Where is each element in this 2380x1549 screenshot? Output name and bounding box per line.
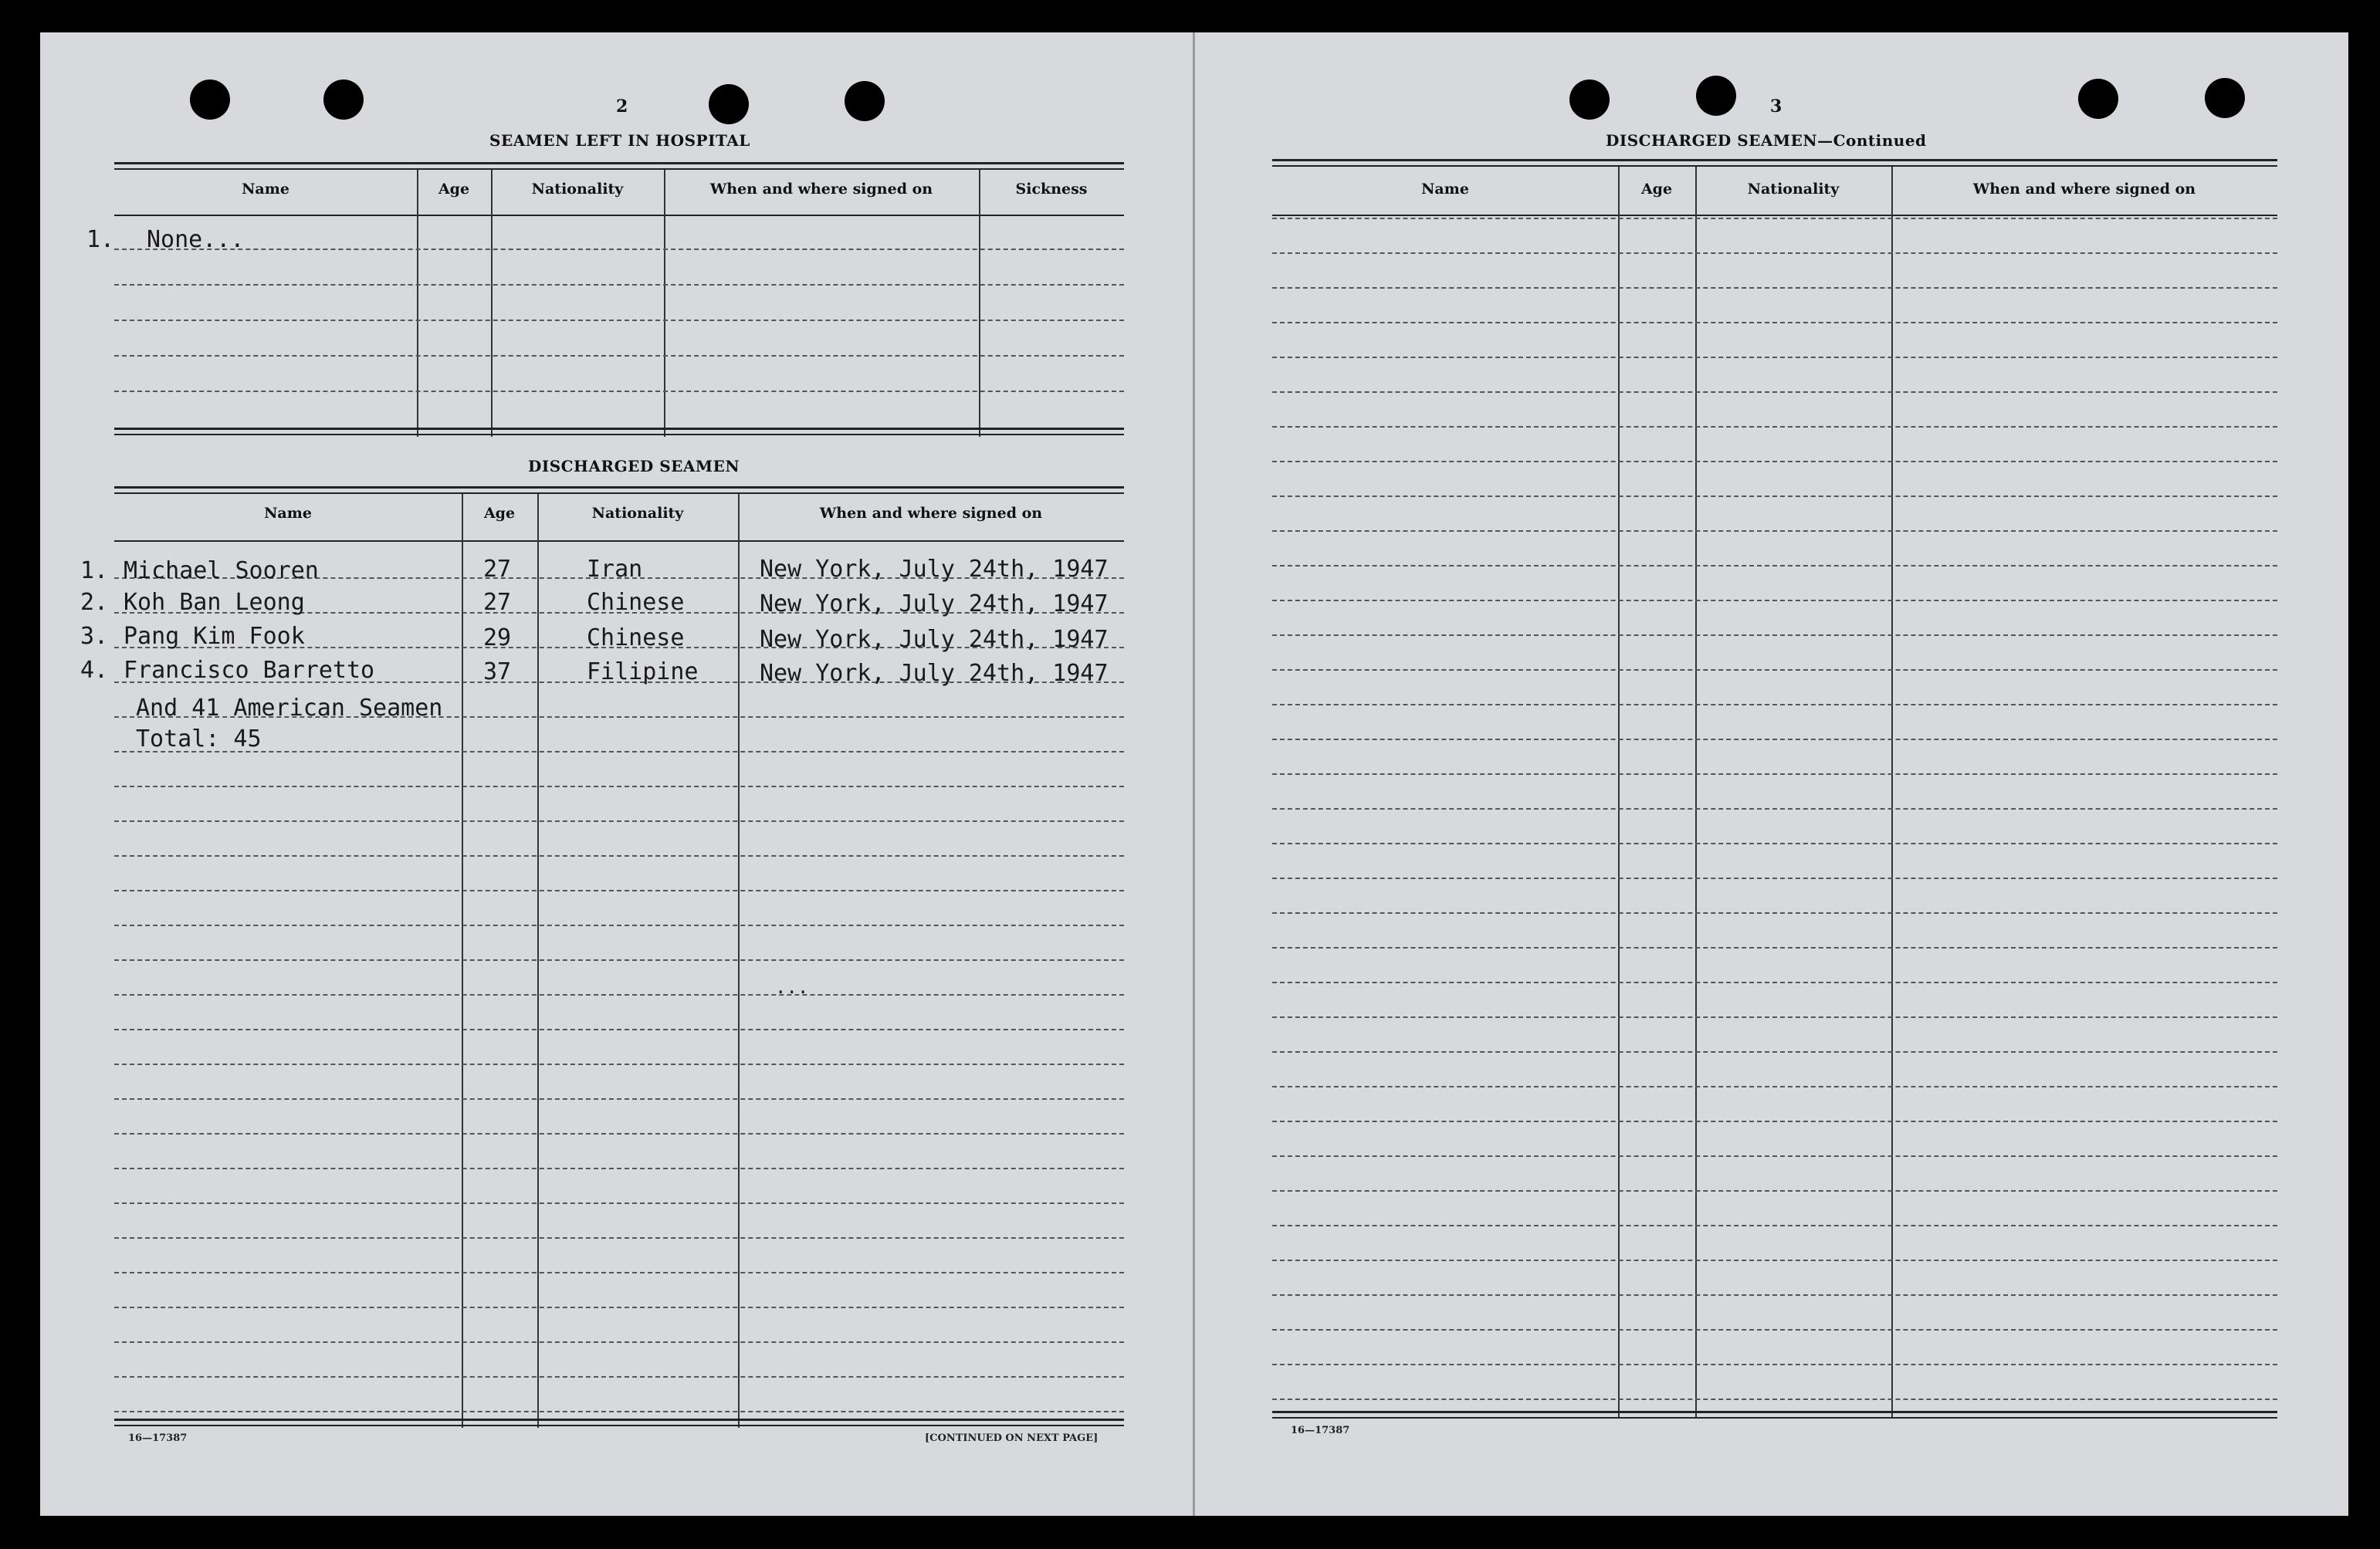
seaman-age: 27 (483, 589, 512, 616)
ruled-line (114, 1133, 1124, 1135)
seaman-age: 29 (483, 624, 512, 651)
ruled-line (114, 1237, 1124, 1239)
form-code: 16—17387 (1291, 1425, 1350, 1436)
ruled-line (1272, 1155, 2277, 1157)
discharged-continued-table (1272, 159, 2277, 1419)
hospital-entry-name: None... (147, 226, 245, 253)
column-header-sickness: Sickness (1015, 181, 1088, 198)
seaman-nationality: Filipine (587, 658, 699, 685)
ruled-line (1272, 287, 2277, 289)
ruled-line (1272, 426, 2277, 428)
ruled-line (1272, 634, 2277, 636)
ruled-line (114, 1307, 1124, 1308)
ruled-line (114, 1098, 1124, 1100)
punch-hole (2078, 79, 2118, 119)
column-header-signed-on: When and where signed on (819, 505, 1043, 522)
form-code: 16—17387 (128, 1432, 188, 1444)
punch-hole (845, 81, 885, 121)
column-header-name: Name (1421, 181, 1469, 198)
ruled-line (114, 855, 1124, 857)
ruled-line (114, 1411, 1124, 1412)
signed-on: New York, July 24th, 1947 (760, 660, 1109, 687)
ruled-line (1272, 461, 2277, 462)
continued-note: [CONTINUED ON NEXT PAGE] (925, 1432, 1099, 1444)
ruled-line (1272, 1016, 2277, 1018)
ruled-line (1272, 739, 2277, 740)
page-number: 3 (1770, 96, 1782, 117)
seaman-name: Koh Ban Leong (124, 589, 305, 616)
ruled-line (1272, 565, 2277, 567)
ruled-line (114, 751, 1124, 753)
ruled-line (114, 1064, 1124, 1065)
column-header-age: Age (438, 181, 470, 198)
punch-hole (1696, 76, 1736, 116)
ruled-line (1272, 391, 2277, 393)
page-number: 2 (616, 96, 628, 117)
ruled-line (1272, 252, 2277, 254)
ruled-line (1272, 322, 2277, 323)
ruled-line (1272, 1364, 2277, 1365)
ruled-line (1272, 1294, 2277, 1296)
ruled-line (114, 1341, 1124, 1343)
page-fold (1193, 32, 1195, 1516)
column-header-signed-on: When and where signed on (709, 181, 933, 198)
american-seamen-note: And 41 American Seamen (136, 695, 443, 722)
signed-on: New York, July 24th, 1947 (760, 626, 1109, 653)
seaman-nationality: Chinese (587, 589, 685, 616)
column-header-name: Name (242, 181, 289, 198)
ruled-line (1272, 495, 2277, 497)
ruled-line (1272, 912, 2277, 914)
ruled-line (1272, 947, 2277, 949)
discharged-continued-title (1606, 131, 1927, 150)
title-main: DISCHARGED SEAMEN (1606, 131, 1818, 150)
signed-on: New York, July 24th, 1947 (760, 556, 1109, 583)
ruled-line (1272, 1121, 2277, 1122)
seaman-age: 37 (483, 658, 512, 685)
ruled-line (114, 1376, 1124, 1378)
row-number: 4. (80, 657, 109, 684)
column-header-signed-on: When and where signed on (1972, 181, 2196, 198)
ruled-line (1272, 773, 2277, 775)
ellipsis-mark: ... (775, 976, 809, 998)
punch-hole (1569, 79, 1610, 120)
seaman-nationality: Iran (587, 556, 643, 583)
ruled-line (1272, 218, 2277, 219)
ruled-line (1272, 1260, 2277, 1261)
punch-hole (190, 79, 230, 120)
column-header-name: Name (264, 505, 312, 522)
hospital-section-title: SEAMEN LEFT IN HOSPITAL (489, 131, 750, 150)
discharged-section-title: DISCHARGED SEAMEN (528, 457, 740, 475)
ruled-line (114, 890, 1124, 891)
seaman-name: Pang Kim Fook (124, 623, 305, 650)
column-header-nationality: Nationality (531, 181, 624, 198)
ruled-line (114, 1272, 1124, 1273)
column-header-age: Age (1640, 181, 1673, 198)
ruled-line (1272, 1225, 2277, 1226)
hospital-table (114, 162, 1124, 437)
ruled-line (1272, 982, 2277, 983)
column-header-age: Age (483, 505, 516, 522)
title-suffix: —Continued (1817, 131, 1927, 150)
seaman-nationality: Chinese (587, 624, 685, 651)
ruled-line (114, 786, 1124, 787)
ruled-line (114, 1202, 1124, 1204)
ruled-line (1272, 808, 2277, 810)
row-number: 3. (80, 623, 109, 650)
ruled-line (1272, 1190, 2277, 1192)
column-header-nationality: Nationality (1747, 181, 1840, 198)
row-number: 1. (80, 557, 109, 584)
ruled-line (1272, 669, 2277, 671)
seaman-name: Michael Sooren (124, 557, 319, 584)
punch-hole (323, 79, 364, 120)
punch-hole (709, 84, 749, 124)
seaman-name: Francisco Barretto (124, 657, 375, 684)
ruled-line (114, 959, 1124, 961)
ruled-line (1272, 878, 2277, 879)
ruled-line (1272, 1398, 2277, 1400)
ruled-line (114, 925, 1124, 926)
punch-hole (2205, 78, 2245, 118)
ruled-line (114, 994, 1124, 996)
signed-on: New York, July 24th, 1947 (760, 590, 1109, 617)
ruled-line (1272, 357, 2277, 358)
ruled-line (1272, 704, 2277, 705)
column-header-nationality: Nationality (591, 505, 684, 522)
ruled-line (1272, 600, 2277, 601)
hospital-entry-number: 1. (86, 226, 115, 253)
ruled-line (1272, 530, 2277, 532)
ruled-line (114, 1168, 1124, 1169)
ruled-line (1272, 843, 2277, 844)
row-number: 2. (80, 589, 109, 616)
total-note: Total: 45 (136, 725, 262, 753)
ruled-line (1272, 1329, 2277, 1331)
ruled-line (114, 820, 1124, 822)
ruled-line (114, 1029, 1124, 1030)
ruled-line (1272, 1086, 2277, 1087)
seaman-age: 27 (483, 556, 512, 583)
ruled-line (1272, 1051, 2277, 1053)
